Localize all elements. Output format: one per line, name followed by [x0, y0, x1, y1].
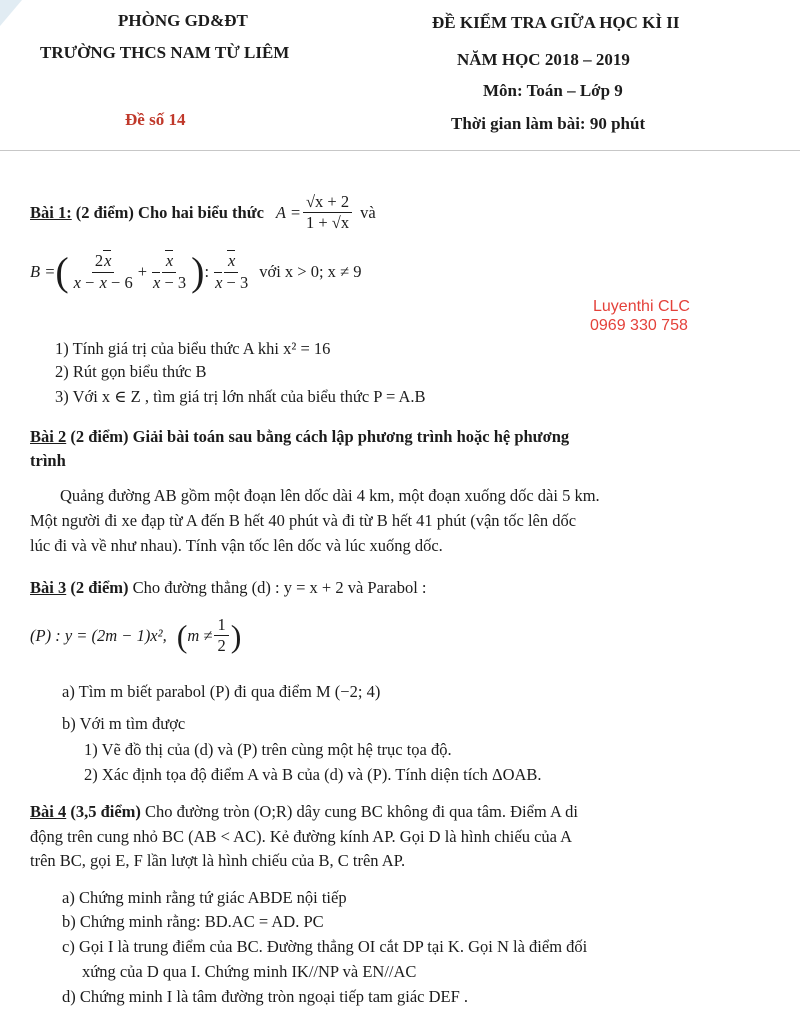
bai4-item-c1: c) Gọi I là trung điểm của BC. Đường thẳng OI cắt DP tại K. Gọi N là điểm đối [62, 937, 588, 956]
bai2-line-3: lúc đi và về như nhau). Tính vận tốc lên dốc và lúc xuống dốc. [30, 536, 443, 555]
bai1-points: (2 điểm) Cho hai biểu thức [75, 202, 264, 222]
expr-b-term2: $\frac{x}{x - 3}$ [153, 251, 187, 292]
bai2-line-1: Quảng đường AB gồm một đoạn lên dốc dài 4 km, một đoạn xuống dốc dài 5 km. [60, 486, 600, 505]
bai3-item-b2: 2) Xác định tọa độ điểm A và B của (d) và (P). Tính diện tích ΔOAB. [84, 765, 542, 784]
cond-paren-open: ( [176, 617, 188, 654]
paren-close: ) [191, 249, 205, 294]
watermark-name: Luyenthi CLC [593, 298, 690, 315]
school-year: NĂM HỌC 2018 – 2019 [457, 50, 630, 69]
bai4-item-c2: xứng của D qua I. Chứng minh IK//NP và EN//AC [82, 962, 417, 981]
bai4-item-b: b) Chứng minh rằng: BD.AC = AD. PC [62, 912, 324, 931]
bai1-item-2: 2) Rút gọn biểu thức B [55, 362, 207, 381]
paren-open: ( [55, 249, 69, 294]
bai2-title-cont: trình [30, 451, 66, 470]
bai4-item-d: d) Chứng minh I là tâm đường tròn ngoại tiếp tam giác DEF . [62, 987, 469, 1006]
bai3-cond-num: 1 [214, 616, 228, 636]
expr-a-fraction [303, 193, 352, 232]
bai4-heading [30, 802, 578, 822]
bai4-line-1: Cho đường tròn (O;R) dây cung BC không đi qua tâm. Điểm A di [145, 802, 578, 821]
bai3-cond-fraction [214, 616, 228, 655]
bai3-item-b: b) Với m tìm được [62, 714, 186, 733]
expr-b-lhs: B = [30, 262, 56, 281]
cond-paren-close: ) [230, 617, 242, 654]
bai1-heading [30, 193, 376, 232]
bai1-and: và [360, 202, 376, 222]
bai2-heading [30, 427, 569, 447]
duration: Thời gian làm bài: 90 phút [451, 114, 646, 133]
bai3-item-b1: 1) Vẽ đồ thị của (d) và (P) trên cùng một hệ trục tọa độ. [84, 740, 452, 759]
expr-b: B = ( $\frac{2x}{x - x - 6}$ + $\frac{x}{x - 3}$ ) : $\frac{x}{x - 3}$ với x > 0; x ≠ 9 [30, 249, 362, 294]
bai3-points: (2 điểm) [70, 578, 129, 597]
bai3-label: Bài 3 [30, 578, 67, 597]
expr-b-divisor: $\frac{x}{x - 3}$ [215, 251, 249, 292]
bai4-item-a: a) Chứng minh rằng tứ giác ABDE nội tiếp [62, 888, 347, 907]
department-name: PHÒNG GD&ĐT [118, 11, 248, 30]
bai3-item-a: a) Tìm m biết parabol (P) đi qua điểm M (−2; 4) [62, 682, 381, 701]
exam-title: ĐỀ KIỂM TRA GIỮA HỌC KÌ II [432, 13, 680, 32]
bai3-parabola: (P) : y = (2m − 1)x², [30, 625, 167, 645]
bai3-parabola-line [30, 616, 241, 655]
bai2-label: Bài 2 [30, 427, 67, 446]
bai3-heading [30, 578, 427, 598]
bai1-item-1: 1) Tính giá trị của biểu thức A khi x² = 16 [55, 339, 331, 358]
bai3-cond-den: 2 [217, 636, 226, 656]
watermark-phone: 0969 330 758 [590, 317, 688, 334]
bai2-line-2: Một người đi xe đạp từ A đến B hết 40 phút và đi từ B hết 41 phút (vận tốc lên dốc [30, 511, 577, 530]
expr-b-condition: với x > 0; x ≠ 9 [259, 262, 362, 281]
bai4-points: (3,5 điểm) [70, 802, 141, 821]
expr-a-lhs: A = [275, 202, 301, 222]
bai4-label: Bài 4 [30, 802, 67, 821]
bai2-title: (2 điểm) Giải bài toán sau bằng cách lập phương trình hoặc hệ phương [66, 427, 570, 446]
expr-a-denominator: 1 + √x [305, 213, 350, 233]
exam-number: Đề số 14 [125, 110, 186, 129]
subject: Môn: Toán – Lớp 9 [483, 81, 623, 100]
school-name: TRƯỜNG THCS NAM TỪ LIÊM [40, 43, 290, 62]
bai3-intro: Cho đường thẳng (d) : y = x + 2 và Parabol : [132, 578, 427, 597]
header-divider [0, 150, 800, 151]
bai1-label: Bài 1: [30, 202, 72, 222]
bai3-cond-lhs: m ≠ [187, 625, 213, 645]
expr-a-numerator: √x + 2 [303, 193, 352, 213]
bai4-line-2: động trên cung nhỏ BC (AB < AC). Kẻ đường kính AP. Gọi D là hình chiếu của A [30, 827, 573, 846]
bai4-line-3: trên BC, gọi E, F lần lượt là hình chiếu của B, C trên AP. [30, 851, 406, 870]
corner-decoration [0, 0, 22, 26]
bai1-item-3: 3) Với x ∈ Z , tìm giá trị lớn nhất của biểu thức P = A.B [55, 387, 426, 406]
expr-b-term1: $\frac{2x}{x - x - 6}$ [73, 251, 133, 292]
